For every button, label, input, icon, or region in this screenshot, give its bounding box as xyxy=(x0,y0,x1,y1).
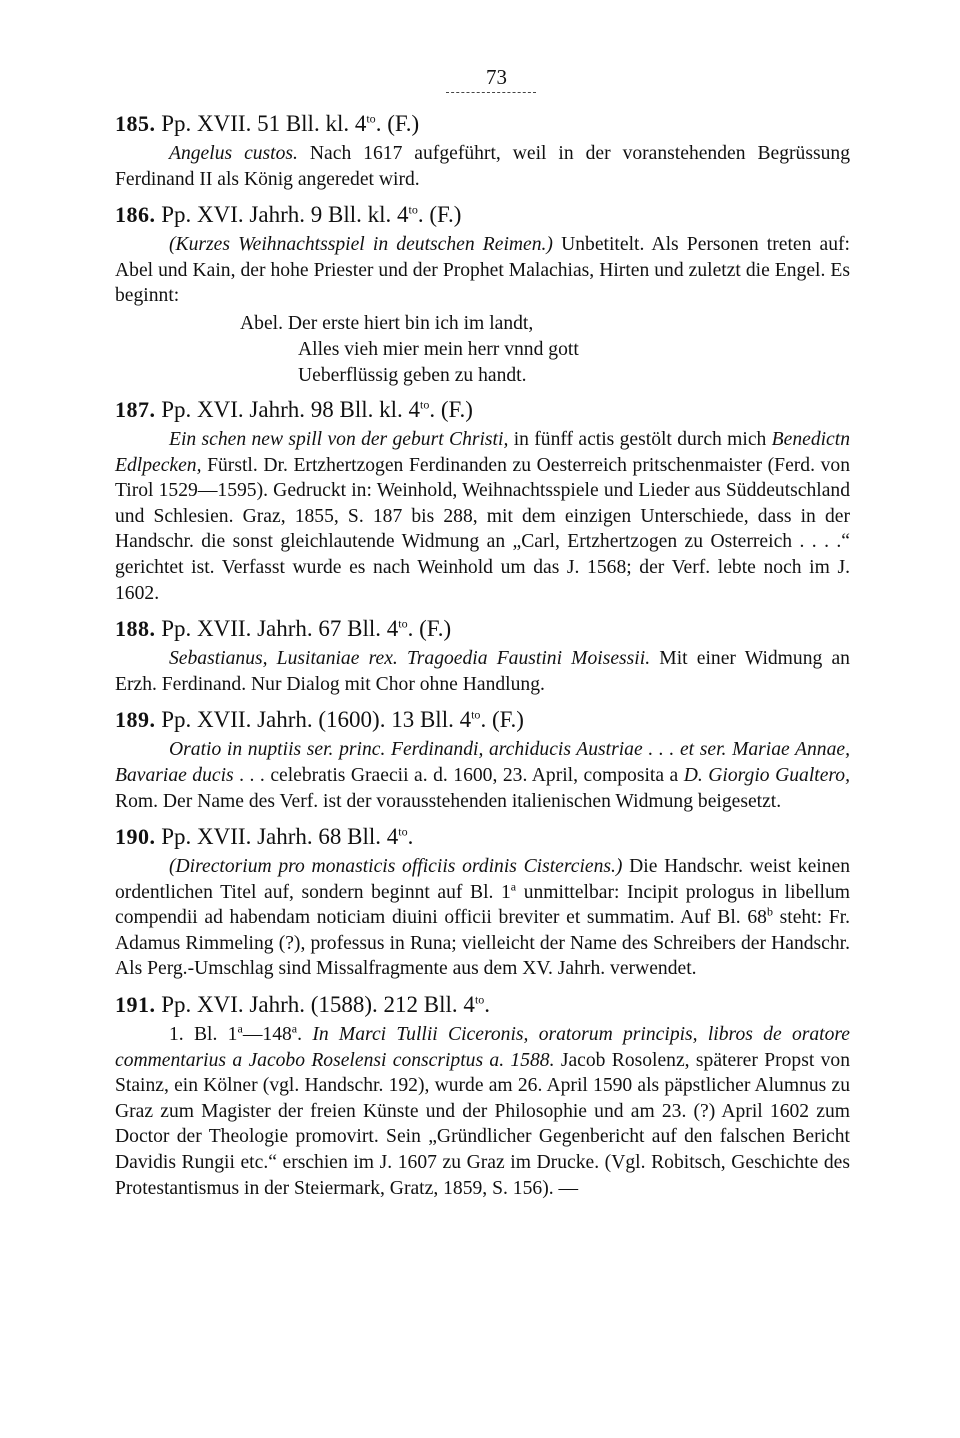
entry-heading-tail: . (F.) xyxy=(407,616,452,642)
entry-188 xyxy=(115,614,850,697)
verse-line: Abel. Der erste hiert bin ich im landt, xyxy=(240,312,534,334)
entry-title-italic: Sebastianus, Lusitaniae rex. Tragoedia Faustini Moisessii. xyxy=(169,648,651,670)
entry-heading-text: Pp. XVII. Jahrh. 68 Bll. 4 xyxy=(161,824,399,850)
entry-title-italic: Ein schen new spill von der geburt Christi, xyxy=(169,428,509,450)
entry-heading xyxy=(115,614,850,644)
entry-number: 191. xyxy=(115,992,156,1018)
entry-heading-tail: . (F.) xyxy=(480,707,524,733)
entry-heading-sup: to xyxy=(398,616,408,631)
entry-number: 187. xyxy=(115,396,156,422)
entry-title-italic: Oratio in nuptiis ser. princ. Ferdinandi, archiducis Austriae . . . et ser. Mariae Annae, Bavariae ducis xyxy=(115,739,850,786)
entry-186 xyxy=(115,200,850,389)
entry-185 xyxy=(115,109,850,192)
entry-heading-sup: to xyxy=(408,202,418,217)
entry-heading-tail: . (F.) xyxy=(417,202,462,228)
folio-sup: b xyxy=(766,904,773,919)
entry-heading xyxy=(115,200,850,230)
entry-text: unmittelbar: Incipit prologus in libellum compendii ad habendam noticiam diuini officii breviter et summatim. Auf Bl. 68 xyxy=(115,881,850,929)
folio-ref: 1. Bl. 1 xyxy=(169,1024,238,1046)
entry-description xyxy=(115,141,850,192)
entry-heading-tail: . (F.) xyxy=(429,396,473,422)
entry-author-italic: Benedictn Edlpecken, xyxy=(115,428,850,476)
entry-191 xyxy=(115,990,850,1201)
entry-heading-sup: to xyxy=(474,992,485,1007)
entry-title-italic: (Directorium pro monasticis officiis ordinis Cisterciens.) xyxy=(169,856,623,878)
entry-heading-text: Pp. XVI. Jahrh. (1588). 212 Bll. 4 xyxy=(161,992,475,1018)
folio-sup: a xyxy=(237,1021,243,1036)
entry-heading xyxy=(115,395,850,425)
entry-heading xyxy=(115,705,850,735)
entry-title-italic: (Kurzes Weihnachtsspiel in deutschen Reimen.) xyxy=(169,234,553,256)
folio-sup: a xyxy=(510,879,517,894)
entry-189 xyxy=(115,705,850,814)
entry-title-italic: In Marci Tullii Ciceronis, oratorum principis, libros de oratore commentarius a Jacobo Roselensi conscriptus a. 1588. xyxy=(115,1024,850,1071)
page-number-rule xyxy=(446,92,536,93)
document-page xyxy=(115,64,850,1201)
entry-number: 185. xyxy=(115,111,156,136)
entry-heading xyxy=(115,822,850,852)
verse-quote xyxy=(240,311,850,389)
entry-190 xyxy=(115,822,850,982)
page-number: 73 xyxy=(486,65,507,89)
entry-text: . . . celebratis Graecii a. d. 1600, 23. April, composita a xyxy=(233,764,684,786)
entry-heading-text: Pp. XVII. 51 Bll. kl. 4 xyxy=(161,111,367,136)
entry-187 xyxy=(115,395,850,606)
entry-title-italic: Angelus custos. xyxy=(169,143,298,164)
entry-number: 188. xyxy=(115,616,156,642)
entry-description xyxy=(115,232,850,309)
entry-heading-tail: . xyxy=(407,824,414,850)
entry-description xyxy=(115,646,850,697)
entry-heading-text: Pp. XVII. Jahrh. 67 Bll. 4 xyxy=(161,616,399,642)
entry-text: Unbetitelt. Als Personen treten auf: Abel und Kain, der hohe Priester und der Prophet Malachias, Hirten und zuletzt die Engel. Es beginnt: xyxy=(115,234,850,307)
verse-line: Alles vieh mier mein herr vnnd gott xyxy=(298,338,579,360)
entry-text: Mit einer Widmung an Erzh. Ferdinand. Nur Dialog mit Chor ohne Handlung. xyxy=(115,648,850,695)
entry-heading xyxy=(115,109,850,139)
entry-text: in fünff actis gestölt durch mich xyxy=(508,428,772,450)
entry-heading-tail: . xyxy=(484,992,491,1018)
folio-ref: —148 xyxy=(242,1024,292,1046)
entry-heading-text: Pp. XVI. Jahrh. 98 Bll. kl. 4 xyxy=(161,396,420,422)
entry-heading xyxy=(115,990,850,1020)
entry-text: Jacob Rosolenz, späterer Propst von Stainz, ein Kölner (vgl. Handschr. 192), wurde am 26. April 1590 als päpstlicher Alumnus zu Graz zum Magister der freien Künste und der Philosophie und am 23. (?) April 1602 zum Doctor der Theologie promovirt. Sein „Gründlicher Gegenbericht auf den falschen Bericht Davidis Rungii etc.“ erschien im J. 1607 zu Graz im Drucke. (Vgl. Robitsch, Geschichte des Protestantismus in der Steiermark, Gratz, 1859, S. 156). — xyxy=(115,1049,851,1199)
entry-description xyxy=(115,1022,850,1201)
entry-text: Die Handschr. weist keinen ordentlichen Titel auf, sondern beginnt auf Bl. 1 xyxy=(115,856,851,903)
entry-description xyxy=(115,737,850,814)
entry-heading-sup: to xyxy=(366,111,376,126)
entry-text: Nach 1617 aufgeführt, weil in der voranstehenden Begrüssung Ferdinand II als König angeredet wird. xyxy=(115,143,850,190)
folio-ref: . xyxy=(297,1024,313,1046)
entry-text: Rom. Der Name des Verf. ist der vorausstehenden italienischen Widmung beigesetzt. xyxy=(115,790,782,812)
entry-heading-text: Pp. XVI. Jahrh. 9 Bll. kl. 4 xyxy=(161,202,409,228)
entry-heading-sup: to xyxy=(398,824,408,839)
verse-line: Ueberflüssig geben zu handt. xyxy=(298,364,527,386)
entry-author-italic: D. Giorgio Gualtero, xyxy=(683,764,850,786)
entry-number: 189. xyxy=(115,707,156,733)
entry-number: 186. xyxy=(115,202,156,228)
entry-text: steht: Fr. Adamus Rimmeling (?), professus in Runa; vielleicht der Name des Schreibers der Handschr. Als Perg.-Umschlag sind Missalfragmente aus dem XV. Jahrh. verwendet. xyxy=(115,907,850,980)
entry-text: Fürstl. Dr. Ertzhertzogen Ferdinanden zu Oesterreich pritschenmaister (Ferd. von Tirol 1529—1595). Gedruckt in: Weinhold, Weihnachtsspiele und Lieder aus Süddeutschland und Schlesien. Graz, 1855, S. 187 bis 288, mit dem einzigen Unterschiede, dass in der Handschr. die sonst gleichlautende Widmung an „Carl, Ertzhertzogen zu Osterreich . . . .“ gerichtet ist. Verfasst wurde es nach Weinhold um das J. 1568; der Verf. lebte noch im J. 1602. xyxy=(115,454,850,604)
folio-sup: a xyxy=(291,1021,298,1036)
entry-number: 190. xyxy=(115,824,156,850)
entry-heading-sup: to xyxy=(471,707,481,722)
entry-description xyxy=(115,854,850,982)
entry-heading-tail: . (F.) xyxy=(375,111,420,136)
entry-heading-sup: to xyxy=(420,397,430,412)
entry-description xyxy=(115,427,850,606)
entry-heading-text: Pp. XVII. Jahrh. (1600). 13 Bll. 4 xyxy=(161,707,472,733)
